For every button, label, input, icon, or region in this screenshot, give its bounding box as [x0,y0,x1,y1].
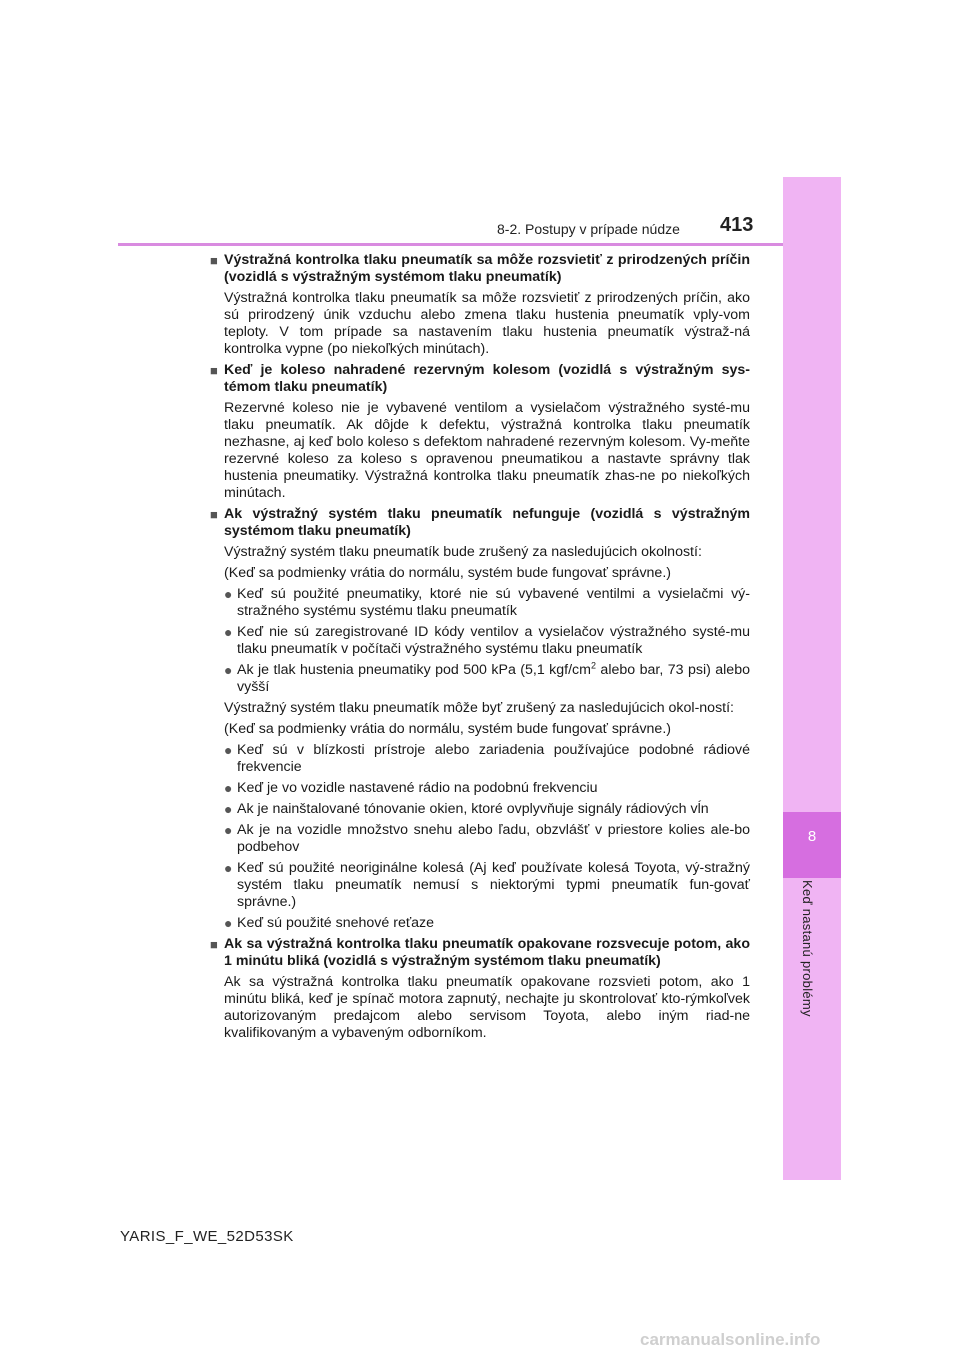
list-item [210,801,750,818]
superscript: 2 [590,660,596,671]
paragraph: Rezervné koleso nie je vybavené ventilom a vysielačom výstražného systé-mu tlaku pneumatík. Ak dôjde k defektu, výstražná kontrolka tlaku pneumatík nezhasne, aj keď bolo koleso s defektom nahradené rezervným kolesom. Vy-meňte rezervné koleso za koleso s opravenou pneumatikou a nastavte správny tlak hustenia pneumatiky. Výstražná kontrolka tlaku pneumatík zhas-ne po niekoľkých minútach. [224,400,750,501]
round-bullet-icon: ● [224,860,233,876]
square-bullet-icon: ■ [210,253,218,268]
section-title: 8-2. Postupy v prípade núdze [497,221,680,237]
paragraph: Výstražný systém tlaku pneumatík bude zrušený za nasledujúcich okolností: [224,544,702,560]
list-item [210,586,750,620]
model-code: YARIS_F_WE_52D53SK [120,1228,294,1245]
page-number: 413 [720,214,754,236]
list-item-text: Keď sú v blízkosti prístroje alebo zariadenia používajúce podobné rádiové frekvencie [237,742,750,775]
chapter-side-tab-active [783,812,841,878]
heading-text: Ak výstražný systém tlaku pneumatík nefunguje (vozidlá s výstražným systémom tlaku pneumatík) [224,506,750,539]
paragraph: Ak sa výstražná kontrolka tlaku pneumatík opakovane rozsvieti potom, ako 1 minútu bliká, keď je spínač motora zapnutý, nechajte ju skontrolovať kto-rýmkoľvek autorizovaným predajcom alebo servisom Toyota, alebo iným riad-ne kvalifikovaným a vybaveným odborníkom. [224,974,750,1041]
round-bullet-icon: ● [224,742,233,758]
round-bullet-icon: ● [224,662,233,678]
chapter-number: 8 [807,828,817,845]
round-bullet-icon: ● [224,586,233,602]
round-bullet-icon: ● [224,624,233,640]
round-bullet-icon: ● [224,915,233,931]
paragraph: (Keď sa podmienky vrátia do normálu, systém bude fungovať správne.) [224,721,671,737]
list-item-text: Ak je nainštalované tónovanie okien, ktoré ovplyvňuje signály rádiových vĺn [237,801,709,817]
watermark: carmanualsonline.info [640,1330,821,1349]
square-bullet-icon: ■ [210,363,218,378]
section-heading [210,252,750,286]
list-item [210,915,750,932]
list-item [210,624,750,658]
section-heading [210,362,750,396]
chapter-title: Keď nastanú problémy [800,880,815,1017]
round-bullet-icon: ● [224,822,233,838]
square-bullet-icon: ■ [210,937,218,952]
list-item-text: Keď sú použité neoriginálne kolesá (Aj keď používate kolesá Toyota, vý-stražný systém tlaku pneumatík nemusí s niektorými typmi pneumatík fun-govať správne.) [237,860,750,910]
round-bullet-icon: ● [224,801,233,817]
list-item [210,822,750,856]
list-item-text: Keď sú použité pneumatiky, ktoré nie sú vybavené ventilmi a vysielačmi vý-stražného systému systému tlaku pneumatík [237,586,750,619]
chapter-side-tab [783,177,841,1180]
section-heading [210,506,750,540]
heading-text: Keď je koleso nahradené rezervným kolesom (vozidlá s výstražným sys-témom tlaku pneumatík) [224,362,750,395]
section-heading [210,936,750,970]
page-body [210,252,750,1046]
square-bullet-icon: ■ [210,507,218,522]
list-item-text: Keď nie sú zaregistrované ID kódy ventilov a vysielačov výstražného systé-mu tlaku pneumatík v počítači výstražného systému tlaku pneumatík [237,624,750,657]
list-item [210,860,750,911]
list-item-text: Ak je na vozidle množstvo snehu alebo ľadu, obzvlášť v priestore kolies ale-bo podbehov [237,822,750,855]
list-item-text-part: Ak je tlak hustenia pneumatiky pod 500 kPa (5,1 kgf/cm [237,662,591,678]
list-item-text [237,662,750,696]
heading-text: Výstražná kontrolka tlaku pneumatík sa môže rozsvietiť z prirodzených príčin (vozidlá s výstražným systémom tlaku pneumatík) [224,252,750,285]
list-item [210,742,750,776]
list-item-text: Keď sú použité snehové reťaze [237,915,435,931]
list-item [210,780,750,797]
list-item [210,662,750,696]
paragraph: Výstražná kontrolka tlaku pneumatík sa môže rozsvietiť z prirodzených príčin, ako sú prirodzený únik vzduchu alebo zmena tlaku hustenia pneumatík vply-vom teploty. V tom prípade sa nastavením tlaku hustenia pneumatík výstraž-ná kontrolka vypne (po niekoľkých minútach). [224,290,750,357]
round-bullet-icon: ● [224,780,233,796]
list-item-text-part: alebo bar, 73 psi) alebo vyšší [237,662,750,695]
header-divider [118,243,783,246]
list-item-text: Keď je vo vozidle nastavené rádio na podobnú frekvenciu [237,780,598,796]
paragraph: (Keď sa podmienky vrátia do normálu, systém bude fungovať správne.) [224,565,671,581]
paragraph: Výstražný systém tlaku pneumatík môže byť zrušený za nasledujúcich okol-ností: [224,700,734,716]
heading-text: Ak sa výstražná kontrolka tlaku pneumatík opakovane rozsvecuje potom, ako 1 minútu bliká (vozidlá s výstražným systémom tlaku pneumatík) [224,936,750,969]
